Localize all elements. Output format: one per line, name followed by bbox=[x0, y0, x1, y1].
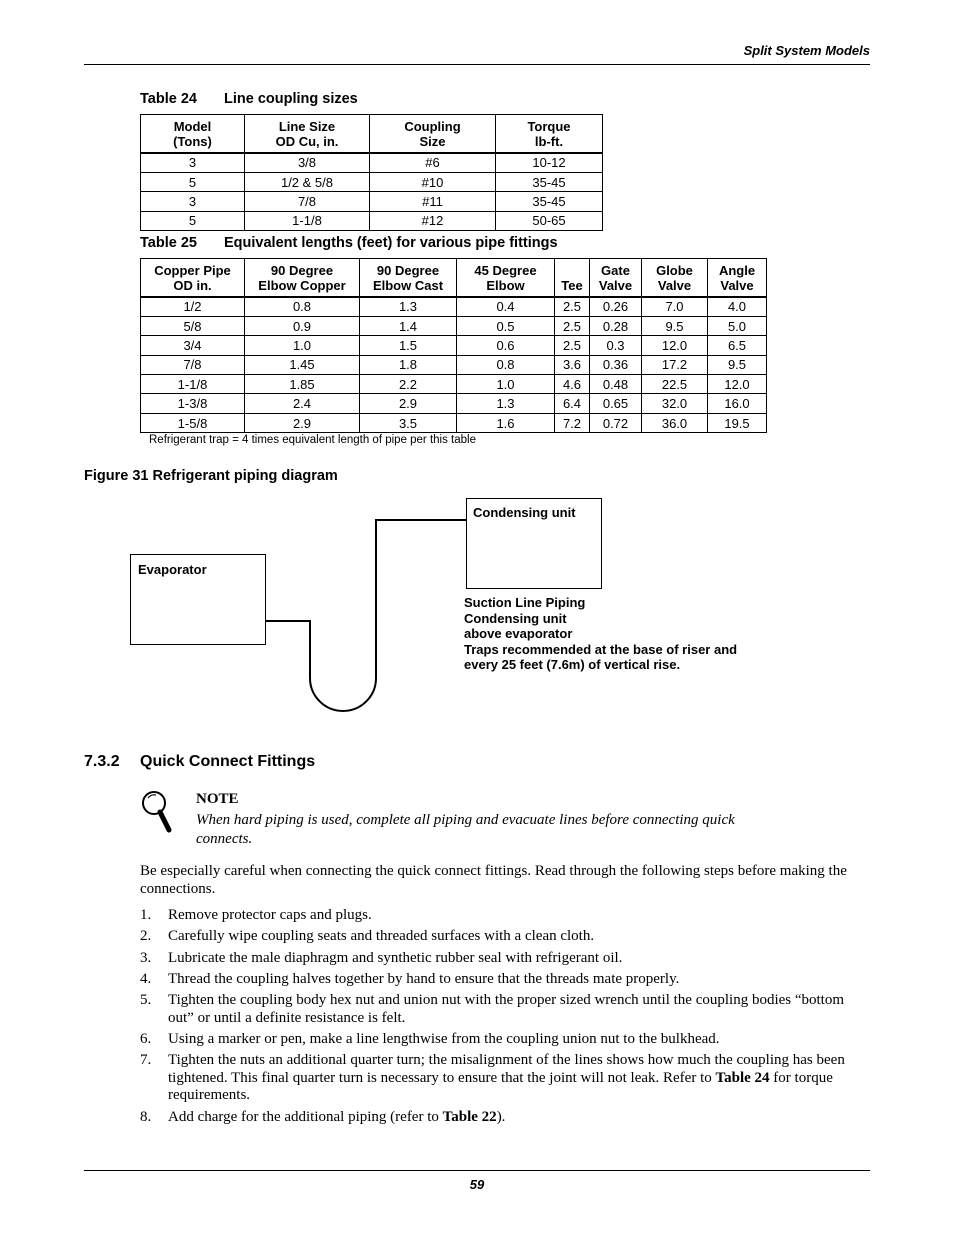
step-number: 4. bbox=[140, 970, 152, 987]
piping-note-line: every 25 feet (7.6m) of vertical rise. bbox=[464, 657, 681, 673]
t24-cell: 1/2 & 5/8 bbox=[245, 172, 370, 191]
t25-cell: 4.0 bbox=[708, 297, 767, 317]
step-number: 5. bbox=[140, 992, 152, 1009]
step-text: Using a marker or pen, make a line lengthwise from the coupling union nut to the bulkhead. bbox=[168, 1030, 720, 1047]
note-text: When hard piping is used, complete all piping and evacuate lines before connecting quick connects. bbox=[196, 812, 735, 847]
section-number: 7.3.2 bbox=[84, 753, 120, 770]
step-text: for torque requirements. bbox=[168, 1069, 833, 1104]
list-item bbox=[140, 971, 870, 989]
t25-cell: 1.3 bbox=[457, 394, 555, 413]
piping-note-line: above evaporator bbox=[464, 626, 573, 642]
step-number: 1. bbox=[140, 907, 152, 923]
t25-cell: 0.4 bbox=[457, 297, 555, 317]
section-title: Quick Connect Fittings bbox=[140, 753, 316, 770]
t25-col-header: 90 Degree Elbow Cast bbox=[360, 259, 457, 297]
t25-cell: 2.5 bbox=[555, 297, 590, 317]
t24-cell: #12 bbox=[370, 211, 496, 230]
page-number: 59 bbox=[469, 1177, 485, 1192]
t25-cell: 0.36 bbox=[590, 355, 642, 374]
t24-cell: 10-12 bbox=[496, 153, 603, 173]
t25-cell: 0.8 bbox=[245, 297, 360, 317]
t24-cell: 35-45 bbox=[496, 172, 603, 191]
suction-line-pipe bbox=[266, 520, 466, 711]
t25-cell: 1.0 bbox=[245, 336, 360, 355]
t25-cell: 3.5 bbox=[360, 413, 457, 432]
t24-cell: 5 bbox=[141, 211, 245, 230]
condensing-unit-label: Condensing unit bbox=[473, 505, 576, 520]
t25-cell: 1/2 bbox=[141, 297, 245, 317]
t24-cell: 3 bbox=[141, 192, 245, 211]
table-reference-link: Table 24 bbox=[715, 1069, 770, 1086]
list-item bbox=[140, 907, 870, 925]
t25-cell: 1-5/8 bbox=[141, 413, 245, 432]
t24-cell: #10 bbox=[370, 172, 496, 191]
footer-rule bbox=[84, 1170, 870, 1171]
t24-cell: 1-1/8 bbox=[245, 211, 370, 230]
note-heading: NOTE bbox=[196, 791, 239, 807]
t25-cell: 12.0 bbox=[642, 336, 708, 355]
table24-number: Table 24 bbox=[140, 91, 197, 107]
t24-col-header: Coupling Size bbox=[370, 115, 496, 153]
piping-notes bbox=[464, 595, 737, 673]
evaporator-label: Evaporator bbox=[138, 562, 207, 577]
t24-cell: 7/8 bbox=[245, 192, 370, 211]
t25-cell: 1.3 bbox=[360, 297, 457, 317]
t25-cell: 1.0 bbox=[457, 375, 555, 394]
t24-col-header: Line Size OD Cu, in. bbox=[245, 115, 370, 153]
t25-cell: 6.5 bbox=[708, 336, 767, 355]
intro-paragraph: Be especially careful when connecting the quick connect fittings. Read through the following steps before making the connections. bbox=[140, 863, 847, 897]
t25-cell: 2.5 bbox=[555, 336, 590, 355]
step-text: Tighten the coupling body hex nut and union nut with the proper sized wrench until the coupling bodies “bottom out” or until a definite resistance is felt. bbox=[168, 992, 845, 1026]
t25-cell: 32.0 bbox=[642, 394, 708, 413]
t25-cell: 0.9 bbox=[245, 316, 360, 335]
t25-cell: 0.6 bbox=[457, 336, 555, 355]
step-number: 3. bbox=[140, 949, 152, 966]
t25-cell: 5.0 bbox=[708, 316, 767, 335]
t24-cell: 3 bbox=[141, 153, 245, 173]
step-text: Lubricate the male diaphragm and synthetic rubber seal with refrigerant oil. bbox=[168, 949, 623, 966]
t25-cell: 1.4 bbox=[360, 316, 457, 335]
list-item bbox=[140, 992, 870, 1027]
figure31-caption: Figure 31 Refrigerant piping diagram bbox=[84, 468, 338, 484]
list-item bbox=[140, 950, 870, 968]
t24-cell: #6 bbox=[370, 153, 496, 173]
t25-cell: 1-1/8 bbox=[141, 375, 245, 394]
t25-col-header: Globe Valve bbox=[642, 259, 708, 297]
step-text: ). bbox=[496, 1108, 506, 1125]
t25-cell: 0.26 bbox=[590, 297, 642, 317]
t25-col-header: Tee bbox=[555, 259, 590, 297]
t25-cell: 1.5 bbox=[360, 336, 457, 355]
t25-cell: 16.0 bbox=[708, 394, 767, 413]
t25-cell: 0.65 bbox=[590, 394, 642, 413]
t25-cell: 2.5 bbox=[555, 316, 590, 335]
t24-cell: 50-65 bbox=[496, 211, 603, 230]
running-header: Split System Models bbox=[743, 43, 870, 58]
piping-note-line: Traps recommended at the base of riser and bbox=[464, 641, 738, 657]
t25-cell: 9.5 bbox=[642, 316, 708, 335]
t25-cell: 1.8 bbox=[360, 355, 457, 374]
t25-cell: 12.0 bbox=[708, 375, 767, 394]
table-reference-link: Table 22 bbox=[442, 1108, 497, 1125]
t25-cell: 19.5 bbox=[708, 413, 767, 432]
step-number: 7. bbox=[140, 1052, 152, 1069]
t25-cell: 36.0 bbox=[642, 413, 708, 432]
t25-cell: 3.6 bbox=[555, 355, 590, 374]
t25-cell: 4.6 bbox=[555, 375, 590, 394]
t25-cell: 0.48 bbox=[590, 375, 642, 394]
step-text: Carefully wipe coupling seats and threaded surfaces with a clean cloth. bbox=[168, 928, 595, 945]
t24-cell: 3/8 bbox=[245, 153, 370, 173]
t25-cell: 3/4 bbox=[141, 336, 245, 355]
steps-list bbox=[140, 907, 870, 1130]
t25-cell: 17.2 bbox=[642, 355, 708, 374]
step-text: Add charge for the additional piping (refer to bbox=[168, 1108, 443, 1125]
t25-col-header: Angle Valve bbox=[708, 259, 767, 297]
step-text: Tighten the nuts an additional quarter turn; the misalignment of the lines shows how much the coupling has been tightened. This final quarter turn is necessary to ensure that the joint will not leak. Refer to bbox=[168, 1052, 845, 1086]
t25-cell: 7/8 bbox=[141, 355, 245, 374]
t25-cell: 6.4 bbox=[555, 394, 590, 413]
table25-title: Equivalent lengths (feet) for various pipe fittings bbox=[224, 235, 558, 251]
t25-cell: 2.9 bbox=[245, 413, 360, 432]
table25-number: Table 25 bbox=[140, 235, 197, 251]
t24-col-header: Torque lb-ft. bbox=[496, 115, 603, 153]
t24-cell: #11 bbox=[370, 192, 496, 211]
step-number: 8. bbox=[140, 1108, 152, 1125]
t25-cell: 0.8 bbox=[457, 355, 555, 374]
list-item bbox=[140, 1031, 870, 1049]
t25-cell: 1-3/8 bbox=[141, 394, 245, 413]
list-item bbox=[140, 1109, 870, 1127]
list-item bbox=[140, 928, 870, 946]
t25-cell: 9.5 bbox=[708, 355, 767, 374]
t25-cell: 1.85 bbox=[245, 375, 360, 394]
t25-cell: 0.3 bbox=[590, 336, 642, 355]
t25-cell: 1.6 bbox=[457, 413, 555, 432]
t25-cell: 0.5 bbox=[457, 316, 555, 335]
step-text: Thread the coupling halves together by hand to ensure that the threads mate properly. bbox=[168, 970, 680, 987]
t25-col-header: 90 Degree Elbow Copper bbox=[245, 259, 360, 297]
magnifier-icon bbox=[139, 789, 175, 835]
t25-cell: 2.2 bbox=[360, 375, 457, 394]
t25-cell: 7.0 bbox=[642, 297, 708, 317]
piping-note-line: Suction Line Piping bbox=[464, 595, 586, 610]
step-number: 6. bbox=[140, 1030, 152, 1047]
table24-title: Line coupling sizes bbox=[224, 91, 358, 107]
t25-cell: 22.5 bbox=[642, 375, 708, 394]
step-text: Remove protector caps and plugs. bbox=[168, 907, 372, 923]
t25-cell: 0.28 bbox=[590, 316, 642, 335]
t25-cell: 1.45 bbox=[245, 355, 360, 374]
t24-cell: 5 bbox=[141, 172, 245, 191]
section-heading bbox=[84, 753, 315, 771]
t25-col-header: Gate Valve bbox=[590, 259, 642, 297]
t25-cell: 2.4 bbox=[245, 394, 360, 413]
t25-cell: 7.2 bbox=[555, 413, 590, 432]
t25-cell: 5/8 bbox=[141, 316, 245, 335]
t25-col-header: Copper Pipe OD in. bbox=[141, 259, 245, 297]
t25-cell: 2.9 bbox=[360, 394, 457, 413]
t25-cell: 0.72 bbox=[590, 413, 642, 432]
t25-col-header: 45 Degree Elbow bbox=[457, 259, 555, 297]
t24-col-header: Model (Tons) bbox=[141, 115, 245, 153]
table25-footnote: Refrigerant trap = 4 times equivalent length of pipe per this table bbox=[149, 434, 476, 446]
list-item bbox=[140, 1052, 870, 1105]
piping-note-line: Condensing unit bbox=[464, 610, 567, 626]
t24-cell: 35-45 bbox=[496, 192, 603, 211]
step-number: 2. bbox=[140, 928, 152, 945]
